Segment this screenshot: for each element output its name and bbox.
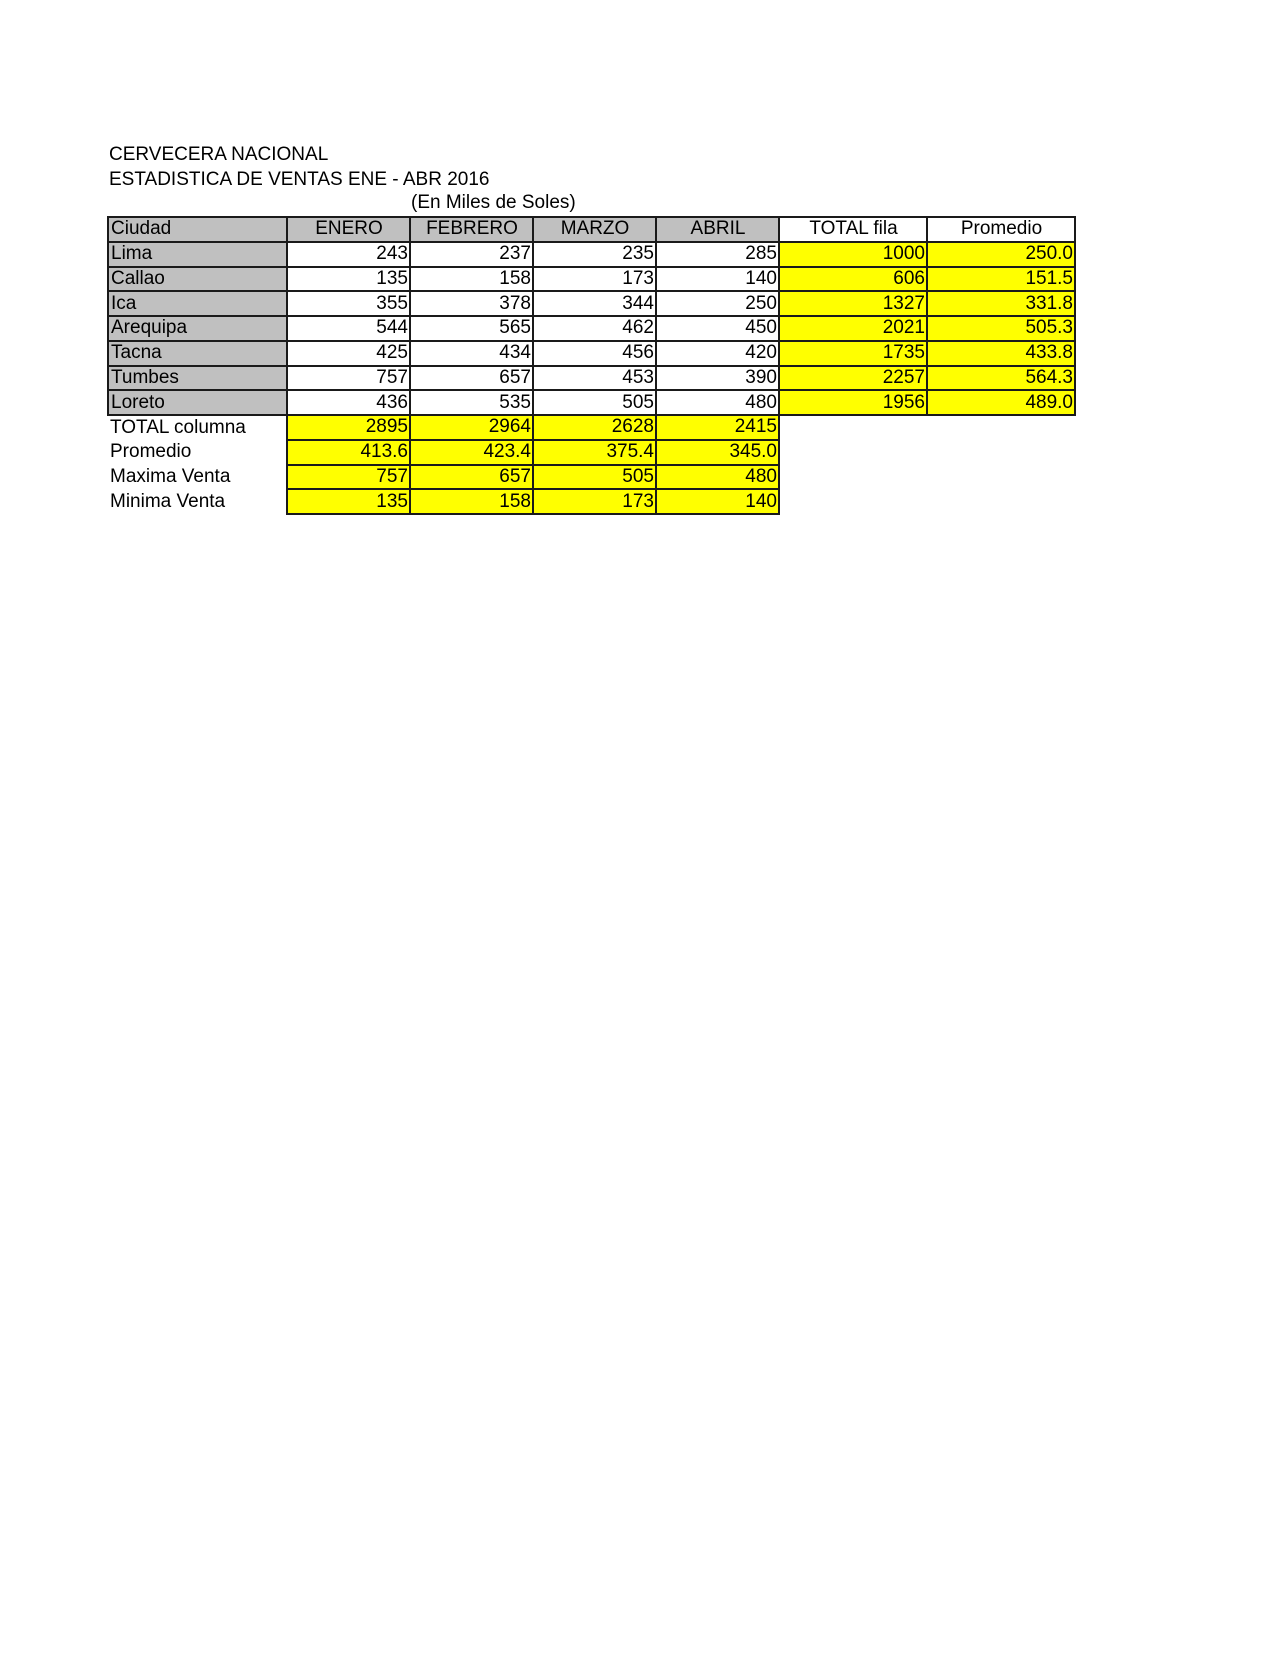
row-average-cell[interactable]: 331.8 <box>927 291 1075 316</box>
row-total-cell[interactable]: 606 <box>779 267 927 292</box>
summary-cell[interactable]: 2895 <box>287 415 410 440</box>
row-average-cell[interactable]: 564.3 <box>927 366 1075 391</box>
sales-cell[interactable]: 657 <box>410 366 533 391</box>
summary-cell[interactable]: 2964 <box>410 415 533 440</box>
summary-label: Promedio <box>108 440 287 465</box>
empty-cell <box>927 415 1075 440</box>
sales-cell[interactable]: 237 <box>410 242 533 267</box>
summary-cell[interactable]: 657 <box>410 465 533 490</box>
row-total-cell[interactable]: 1327 <box>779 291 927 316</box>
empty-cell <box>779 415 927 440</box>
city-cell[interactable]: Tacna <box>108 341 287 366</box>
row-average-cell[interactable]: 151.5 <box>927 267 1075 292</box>
row-average-cell[interactable]: 250.0 <box>927 242 1075 267</box>
column-header: Ciudad <box>108 217 287 242</box>
row-total-cell[interactable]: 2021 <box>779 316 927 341</box>
sales-cell[interactable]: 135 <box>287 267 410 292</box>
empty-cell <box>779 465 927 490</box>
sales-cell[interactable]: 434 <box>410 341 533 366</box>
sales-cell[interactable]: 480 <box>656 390 779 415</box>
table-row <box>108 366 1075 391</box>
row-total-cell[interactable]: 1956 <box>779 390 927 415</box>
empty-cell <box>927 440 1075 465</box>
row-total-cell[interactable]: 1735 <box>779 341 927 366</box>
empty-cell <box>779 440 927 465</box>
sales-cell[interactable]: 450 <box>656 316 779 341</box>
summary-cell[interactable]: 140 <box>656 489 779 514</box>
column-header: TOTAL fila <box>779 217 927 242</box>
summary-label: TOTAL columna <box>108 415 287 440</box>
city-cell[interactable]: Lima <box>108 242 287 267</box>
row-total-cell[interactable]: 2257 <box>779 366 927 391</box>
summary-cell[interactable]: 135 <box>287 489 410 514</box>
summary-cell[interactable]: 2628 <box>533 415 656 440</box>
summary-row <box>108 465 1075 490</box>
sales-cell[interactable]: 535 <box>410 390 533 415</box>
sales-cell[interactable]: 344 <box>533 291 656 316</box>
table-row <box>108 390 1075 415</box>
column-header: FEBRERO <box>410 217 533 242</box>
sales-cell[interactable]: 243 <box>287 242 410 267</box>
summary-cell[interactable]: 173 <box>533 489 656 514</box>
sales-cell[interactable]: 425 <box>287 341 410 366</box>
table-row <box>108 316 1075 341</box>
report-title: CERVECERA NACIONAL <box>109 144 329 165</box>
summary-cell[interactable]: 505 <box>533 465 656 490</box>
sales-cell[interactable]: 390 <box>656 366 779 391</box>
table-row <box>108 242 1075 267</box>
sales-cell[interactable]: 250 <box>656 291 779 316</box>
city-cell[interactable]: Tumbes <box>108 366 287 391</box>
sales-cell[interactable]: 420 <box>656 341 779 366</box>
city-cell[interactable]: Callao <box>108 267 287 292</box>
city-cell[interactable]: Loreto <box>108 390 287 415</box>
sales-cell[interactable]: 436 <box>287 390 410 415</box>
summary-cell[interactable]: 757 <box>287 465 410 490</box>
table-row <box>108 341 1075 366</box>
column-header: ABRIL <box>656 217 779 242</box>
summary-cell[interactable]: 480 <box>656 465 779 490</box>
header-row <box>108 217 1075 242</box>
summary-label: Minima Venta <box>108 489 287 514</box>
table-row <box>108 291 1075 316</box>
column-header: ENERO <box>287 217 410 242</box>
units-note: (En Miles de Soles) <box>411 192 576 213</box>
sales-cell[interactable]: 140 <box>656 267 779 292</box>
sales-cell[interactable]: 158 <box>410 267 533 292</box>
sales-cell[interactable]: 285 <box>656 242 779 267</box>
sales-cell[interactable]: 355 <box>287 291 410 316</box>
sales-cell[interactable]: 235 <box>533 242 656 267</box>
city-cell[interactable]: Arequipa <box>108 316 287 341</box>
empty-cell <box>927 465 1075 490</box>
city-cell[interactable]: Ica <box>108 291 287 316</box>
sales-cell[interactable]: 565 <box>410 316 533 341</box>
summary-row <box>108 489 1075 514</box>
summary-cell[interactable]: 2415 <box>656 415 779 440</box>
sales-cell[interactable]: 378 <box>410 291 533 316</box>
summary-cell[interactable]: 345.0 <box>656 440 779 465</box>
summary-cell[interactable]: 158 <box>410 489 533 514</box>
sales-cell[interactable]: 453 <box>533 366 656 391</box>
empty-cell <box>779 489 927 514</box>
row-average-cell[interactable]: 433.8 <box>927 341 1075 366</box>
row-average-cell[interactable]: 489.0 <box>927 390 1075 415</box>
sales-table <box>107 216 1076 515</box>
sales-cell[interactable]: 505 <box>533 390 656 415</box>
summary-label: Maxima Venta <box>108 465 287 490</box>
summary-row <box>108 440 1075 465</box>
empty-cell <box>927 489 1075 514</box>
summary-cell[interactable]: 375.4 <box>533 440 656 465</box>
summary-cell[interactable]: 423.4 <box>410 440 533 465</box>
column-header: MARZO <box>533 217 656 242</box>
column-header: Promedio <box>927 217 1075 242</box>
row-total-cell[interactable]: 1000 <box>779 242 927 267</box>
row-average-cell[interactable]: 505.3 <box>927 316 1075 341</box>
summary-row <box>108 415 1075 440</box>
table-row <box>108 267 1075 292</box>
sales-cell[interactable]: 757 <box>287 366 410 391</box>
sales-cell[interactable]: 462 <box>533 316 656 341</box>
sales-cell[interactable]: 173 <box>533 267 656 292</box>
summary-cell[interactable]: 413.6 <box>287 440 410 465</box>
report-subtitle: ESTADISTICA DE VENTAS ENE - ABR 2016 <box>109 169 490 190</box>
sales-cell[interactable]: 544 <box>287 316 410 341</box>
sales-cell[interactable]: 456 <box>533 341 656 366</box>
